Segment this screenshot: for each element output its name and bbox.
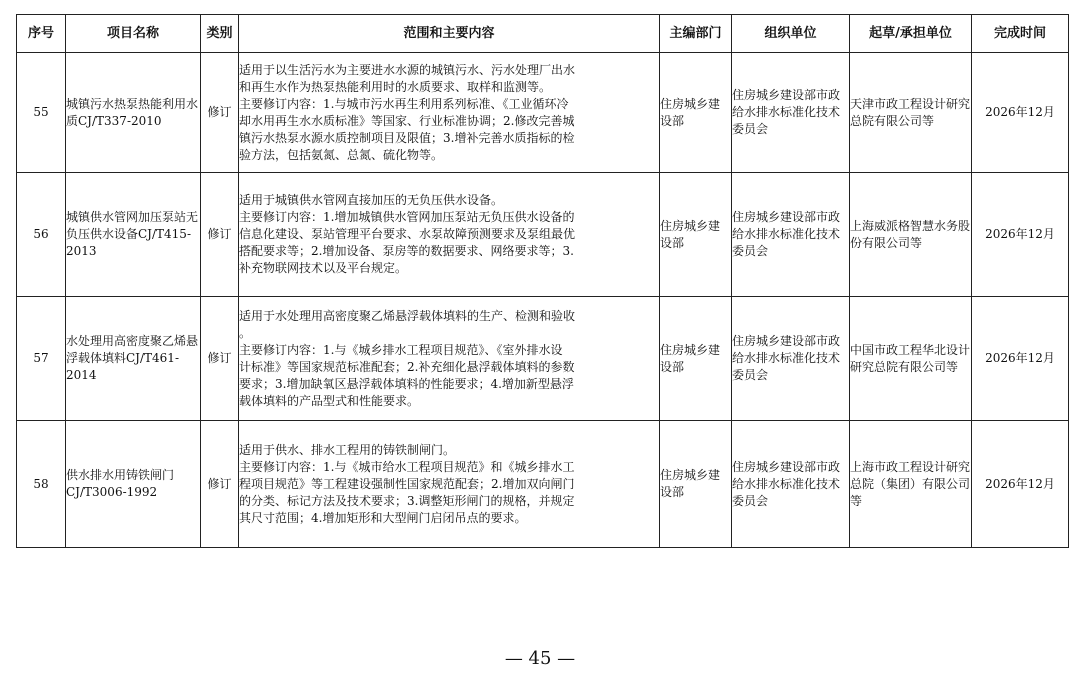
table-row — [17, 173, 1069, 297]
standards-table — [16, 14, 1069, 548]
drafting-unit: 中国市政工程华北设计研究总院有限公司等 — [850, 297, 972, 421]
project-type: 修订 — [201, 421, 239, 548]
row-number: 55 — [17, 53, 66, 173]
row-number: 56 — [17, 173, 66, 297]
project-type: 修订 — [201, 53, 239, 173]
completion-date: 2026年12月 — [972, 297, 1069, 421]
scope-line: 和再生水作为热泵热能利用时的水质要求、取样和监测等。 — [239, 79, 552, 94]
scope-line: 验方法，包括氨氮、总氮、硫化物等。 — [239, 147, 444, 162]
scope-line: 主要修订内容：1.增加城镇供水管网加压泵站无负压供水设备的 — [239, 210, 575, 224]
completion-date: 2026年12月 — [972, 173, 1069, 297]
scope-line: 。 — [239, 325, 252, 340]
completion-date: 2026年12月 — [972, 53, 1069, 173]
scope-line: 信息化建设、泵站管理平台要求、水泵故障预测要求及泵组最优 — [239, 227, 576, 241]
project-scope — [239, 297, 660, 421]
scope-line: 的分类、标记方法及技术要求；3.调整矩形闸门的规格，并规定 — [239, 493, 575, 508]
scope-line: 主要修订内容：1.与《城市给水工程项目规范》和《城乡排水工 — [239, 459, 575, 474]
scope-line: 主要修订内容：1.与《城乡排水工程项目规范》、《室外排水设 — [239, 342, 563, 357]
scope-line: 程项目规范》等工程建设强制性国家规范配套；2.增加双向闸门 — [239, 476, 575, 491]
project-name: 城镇供水管网加压泵站无负压供水设备CJ/T415-2013 — [66, 173, 201, 297]
drafting-unit: 上海威派格智慧水务股份有限公司等 — [850, 173, 972, 297]
editor-department: 住房城乡建设部 — [660, 173, 732, 297]
drafting-unit: 上海市政工程设计研究总院（集团）有限公司等 — [850, 421, 972, 548]
scope-line: 适用于水处理用高密度聚乙烯悬浮载体填料的生产、检测和验收 — [239, 308, 576, 323]
project-type: 修订 — [201, 173, 239, 297]
table-row — [17, 53, 1069, 173]
organizing-unit: 住房城乡建设部市政给水排水标准化技术委员会 — [732, 173, 850, 297]
scope-line: 载体填料的产品型式和性能要求。 — [239, 393, 420, 408]
table-header-row — [17, 15, 1069, 53]
row-number: 57 — [17, 297, 66, 421]
scope-line: 补充物联网技术以及平台规定。 — [239, 261, 408, 275]
project-type: 修订 — [201, 297, 239, 421]
scope-line: 却水用再生水水质标准》等国家、行业标准协调；2.修改完善城 — [239, 113, 575, 128]
project-scope — [239, 173, 660, 297]
organizing-unit: 住房城乡建设部市政给水排水标准化技术委员会 — [732, 53, 850, 173]
editor-department: 住房城乡建设部 — [660, 421, 732, 548]
header-no: 序号 — [17, 15, 66, 53]
project-name: 供水排水用铸铁闸门CJ/T3006-1992 — [66, 421, 201, 548]
scope-line: 计标准》等国家规范标准配套；2.补充细化悬浮载体填料的参数 — [239, 359, 575, 374]
table-row — [17, 421, 1069, 548]
editor-department: 住房城乡建设部 — [660, 53, 732, 173]
scope-line: 镇污水热泵水源水质控制项目及限值；3.增补完善水质指标的检 — [239, 130, 575, 145]
project-scope — [239, 53, 660, 173]
scope-line: 其尺寸范围；4.增加矩形和大型闸门启闭吊点的要求。 — [239, 510, 527, 525]
organizing-unit: 住房城乡建设部市政给水排水标准化技术委员会 — [732, 297, 850, 421]
editor-department: 住房城乡建设部 — [660, 297, 732, 421]
project-name: 水处理用高密度聚乙烯悬浮载体填料CJ/T461-2014 — [66, 297, 201, 421]
scope-line: 要求；3.增加缺氧区悬浮载体填料的性能要求；4.增加新型悬浮 — [239, 376, 574, 391]
drafting-unit: 天津市政工程设计研究总院有限公司等 — [850, 53, 972, 173]
project-name: 城镇污水热泵热能利用水质CJ/T337-2010 — [66, 53, 201, 173]
header-org: 组织单位 — [732, 15, 850, 53]
scope-line: 主要修订内容：1.与城市污水再生利用系列标准、《工业循环冷 — [239, 96, 569, 111]
page-number: — 45 — — [504, 648, 576, 669]
scope-line: 适用于以生活污水为主要进水水源的城镇污水、污水处理厂出水 — [239, 62, 576, 77]
scope-line: 适用于供水、排水工程用的铸铁制闸门。 — [239, 442, 456, 457]
header-type: 类别 — [201, 15, 239, 53]
project-scope — [239, 421, 660, 548]
header-drafter: 起草/承担单位 — [850, 15, 972, 53]
row-number: 58 — [17, 421, 66, 548]
completion-date: 2026年12月 — [972, 421, 1069, 548]
header-dept: 主编部门 — [660, 15, 732, 53]
scope-line: 适用于城镇供水管网直接加压的无负压供水设备。 — [239, 193, 504, 207]
organizing-unit: 住房城乡建设部市政给水排水标准化技术委员会 — [732, 421, 850, 548]
header-scope: 范围和主要内容 — [239, 15, 660, 53]
header-date: 完成时间 — [972, 15, 1069, 53]
scope-line: 搭配要求等；2.增加设备、泵房等的数据要求、网络要求等；3. — [239, 244, 574, 258]
header-name: 项目名称 — [66, 15, 201, 53]
table-row — [17, 297, 1069, 421]
